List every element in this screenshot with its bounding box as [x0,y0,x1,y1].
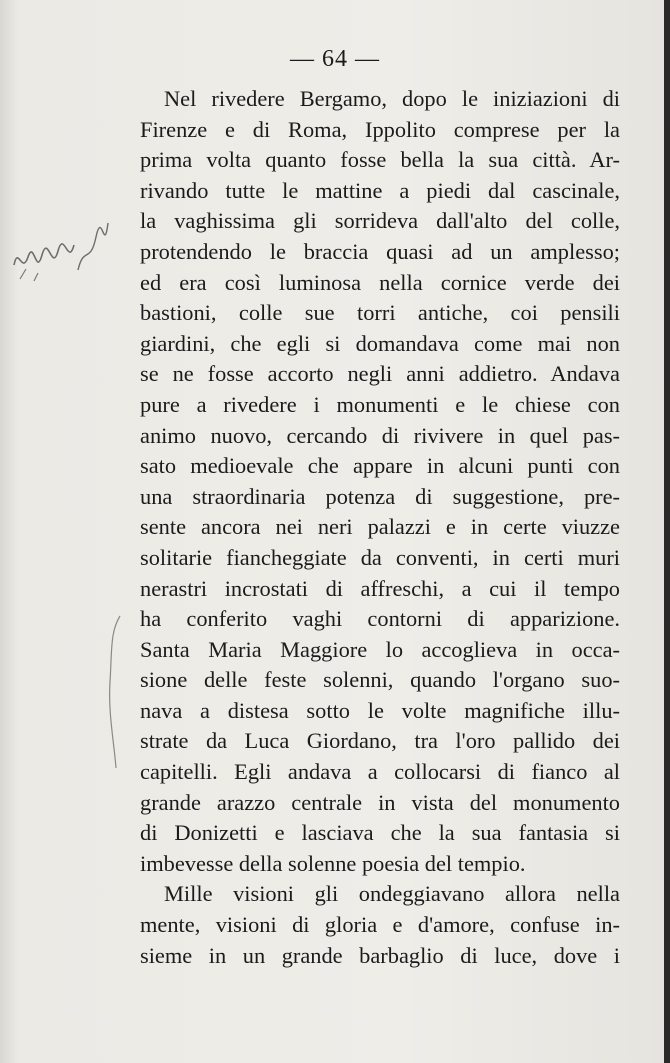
text-line: nava a distesa sotto le volte magnifiche illu- [140,697,620,723]
text-line: strate da Luca Giordano, tra l'oro pallido dei [140,728,620,754]
page-edge-shadow [664,0,670,1063]
text-line: sione delle feste solenni, quando l'organo suo- [140,667,620,693]
text-line: protendendo le braccia quasi ad un amplesso; [140,238,620,264]
text-line: ed era così luminosa nella cornice verde dei [140,269,620,295]
text-line: rivando tutte le mattine a piedi dal cascinale, [140,177,620,203]
text-line: Nel rivedere Bergamo, dopo le iniziazioni di [164,86,620,111]
margin-bracket-mark [104,612,124,772]
text-line: di Donizetti e lasciava che la sua fantasia si [140,820,620,846]
text-line: sieme in un grande barbaglio di luce, dove i [140,942,620,968]
text-line: imbevesse della solenne poesia del tempio. [140,850,526,876]
text-line: bastioni, colle sue torri antiche, coi pensili [140,300,620,326]
text-line: una straordinaria potenza di suggestione, pre- [140,483,620,509]
handwritten-margin-scribble [8,215,118,295]
text-line: solitarie fiancheggiate da conventi, in certi muri [140,544,620,570]
text-line: animo nuovo, cercando di rivivere in quel pas- [140,422,620,448]
text-line: se ne fosse accorto negli anni addietro. Andava [140,361,620,387]
text-line: capitelli. Egli andava a collocarsi di fianco al [140,759,620,785]
text-line: giardini, che egli si domandava come mai non [140,330,620,356]
page-number: — 64 — [290,46,380,72]
text-line: Firenze e di Roma, Ippolito comprese per la [140,116,620,142]
text-line: prima volta quanto fosse bella la sua città. Ar- [140,147,620,173]
text-line: pure a rivedere i monumenti e le chiese con [140,391,620,417]
body-text [140,84,620,971]
text-line: grande arazzo centrale in vista del monumento [140,789,620,815]
text-line: nerastri incrostati di affreschi, a cui il tempo [140,575,620,601]
text-line: sato medioevale che appare in alcuni punti con [140,453,620,479]
text-line: mente, visioni di gloria e d'amore, confuse in- [140,912,620,938]
text-line: Mille visioni gli ondeggiavano allora nella [164,881,620,907]
text-line: la vaghissima gli sorrideva dall'alto del colle, [140,208,620,234]
text-line: ha conferito vaghi contorni di apparizione. [140,606,620,632]
text-line: Santa Maria Maggiore lo accoglieva in occa- [140,636,620,662]
text-line: sente ancora nei neri palazzi e in certe viuzze [140,514,620,540]
